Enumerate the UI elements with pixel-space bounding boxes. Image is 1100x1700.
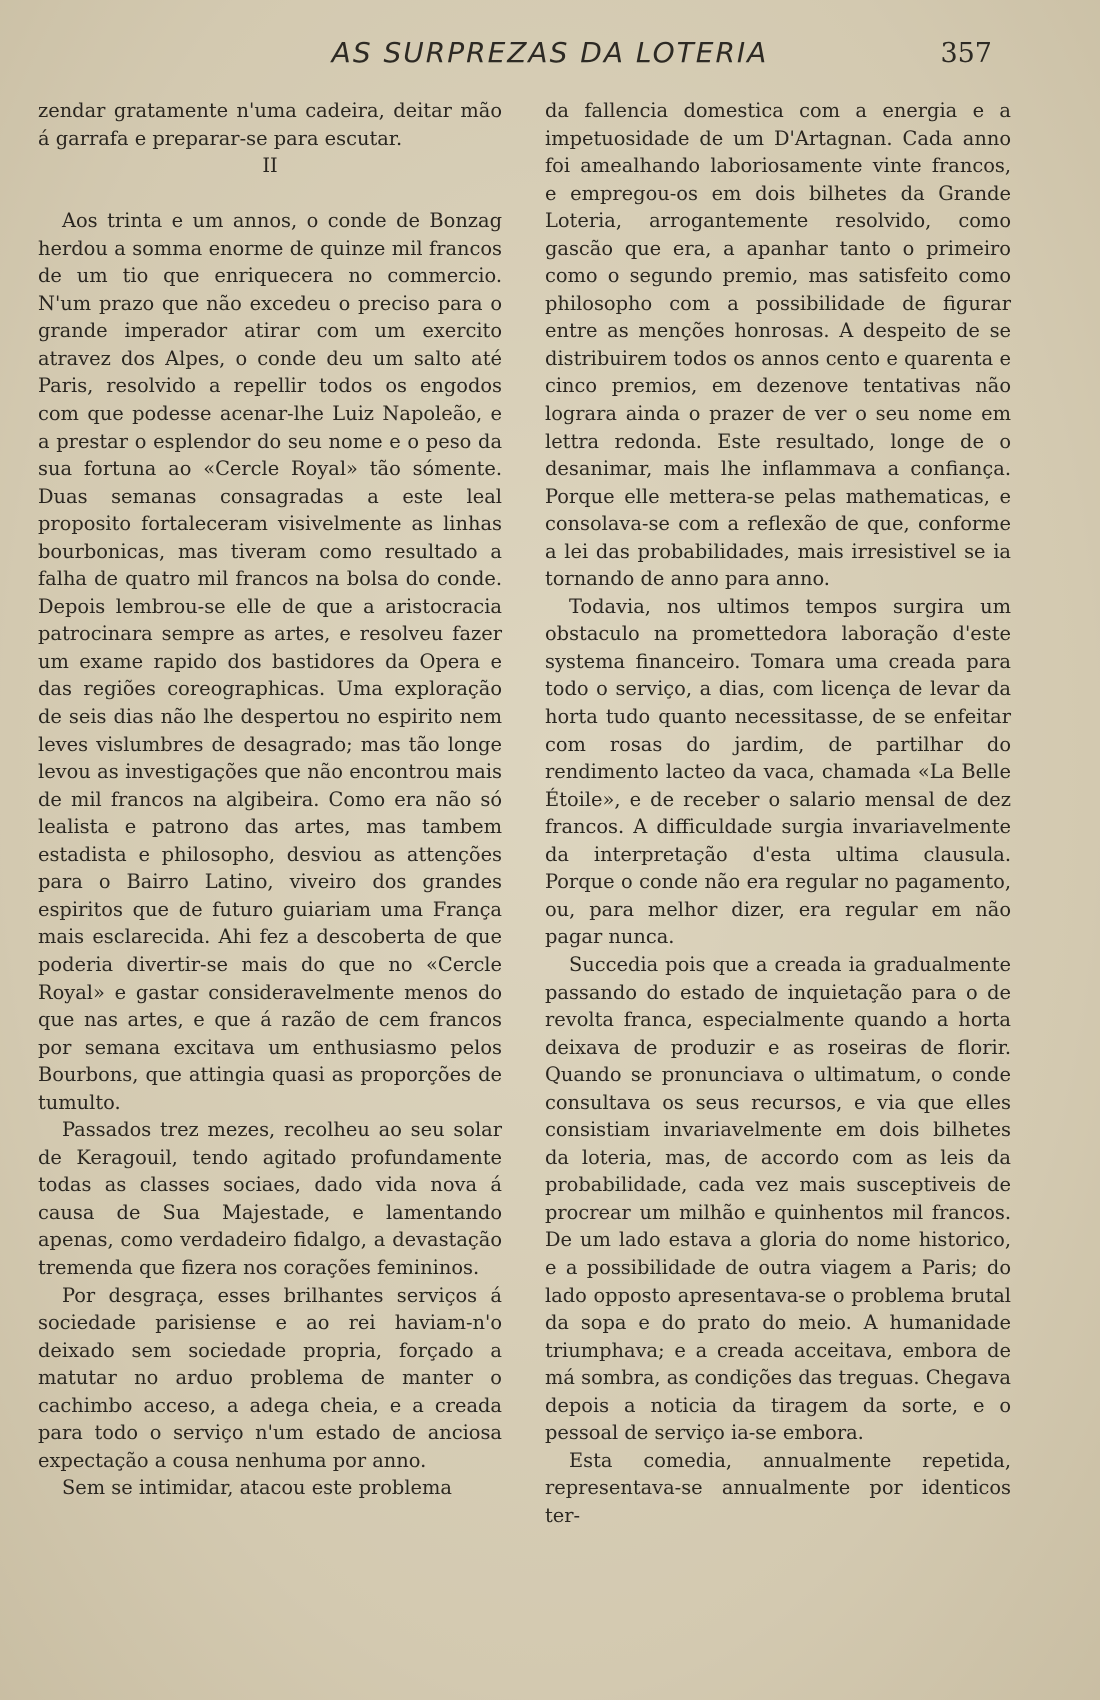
page-header — [0, 36, 1100, 76]
paragraph: Aos trinta e um annos, o conde de Bonzag herdou a somma enorme de quinze mil francos de um tio que enriquecera no commercio. N'um prazo que não excedeu o preciso para o grande imperador atirar com um exercito atravez dos Alpes, o conde deu um salto até Paris, resolvido a repellir todos os engodos com que podesse acenar-lhe Luiz Napoleão, e a prestar o esplendor do seu nome e o peso da sua fortuna ao «Cercle Royal» tão sómente. Duas semanas consagradas a este leal proposito fortaleceram visivelmente as linhas bourbonicas, mas tiveram como resultado a falha de quatro mil francos na bolsa do conde. Depois lembrou-se elle de que a aristocracia patrocinara sempre as artes, e resolveu fazer um exame rapido dos bastidores da Opera e das regiões coreographicas. Uma exploração de seis dias não lhe despertou no espirito nem leves vislumbres de desagrado; mas tão longe levou as investigações que não encontrou mais de mil francos na algibeira. Como era não só lealista e patrono das artes, mas tambem estadista e philosopho, desviou as attenções para o Bairro Latino, viveiro dos grandes espiritos que de futuro guiariam uma França mais esclarecida. Ahi fez a descoberta de que poderia divertir-se mais do que no «Cercle Royal» e gastar consideravelmente menos do que nas artes, e que á razão de cem francos por semana excitava um enthusiasmo pelos Bourbons, que attingia quasi as proporções de tumulto. — [38, 209, 502, 1114]
left-column — [38, 97, 502, 1502]
section-heading: II — [262, 154, 278, 178]
paragraph: Esta comedia, annualmente repetida, representava-se annualmente por identicos ter- — [545, 1448, 1011, 1527]
paragraph: Todavia, nos ultimos tempos surgira um obstaculo na promettedora laboração d'este systema financeiro. Tomara uma creada para todo o serviço, a dias, com licença de levar da horta tudo quanto necessitasse, de se enfeitar com rosas do jardim, de partilhar do rendimento lacteo da vaca, chamada «La Belle Étoile», e de receber o salario mensal de dez francos. A difficuldade surgia invariavelmente da interpretação d'esta ultima clausula. Porque o conde não era regular no pagamento, ou, para melhor dizer, era regular em não pagar nunca. — [545, 594, 1011, 949]
paragraph: Sem se intimidar, atacou este problema — [62, 1476, 452, 1500]
paragraph: Succedia pois que a creada ia gradualmente passando do estado de inquietação para o de revolta franca, especialmente quando a horta deixava de produzir e as roseiras de florir. Quando se pronunciava o ultimatum, o conde consultava os seus recursos, e via que elles consistiam invariavelmente em dois bilhetes da loteria, mas, de accordo com as leis da probabilidade, cada vez mais susceptiveis de procrear um milhão e quinhentos mil francos. De um lado estava a gloria do nome historico, e a possibilidade de outra viagem a Paris; do lado opposto apresentava-se o problema brutal da sopa e do prato do meio. A humanidade triumphava; e a creada acceitava, embora de má sombra, as condições das treguas. Chegava depois a noticia da tiragem da sorte, e o pessoal de serviço ia-se embora. — [545, 952, 1011, 1445]
page-number: 357 — [940, 38, 992, 69]
continuation-paragraph: da fallencia domestica com a energia e a impetuosidade de um D'Artagnan. Cada anno foi amealhando laboriosamente vinte francos, e empregou-os em dois bilhetes da Grande Loteria, arrogantemente resolvido, como gascão que era, a apanhar tanto o primeiro como o segundo premio, mas satisfeito como philosopho com a possibilidade de figurar entre as menções honrosas. A despeito de se distribuirem todos os annos cento e quarenta e cinco premios, em dezenove tentativas não lograra ainda o prazer de ver o seu nome em lettra redonda. Este resultado, longe de o desanimar, mais lhe inflammava a confiança. Porque elle mettera-se pelas mathematicas, e consolava-se com a reflexão de que, conforme a lei das probabilidades, mais irresistivel se ia tornando de anno para anno. — [545, 99, 1011, 591]
paragraph: Passados trez mezes, recolheu ao seu solar de Keragouil, tendo agitado profundamente todas as classes sociaes, dado vida nova á causa de Sua Majestade, e lamentando apenas, como verdadeiro fidalgo, a devastação tremenda que fizera nos corações femininos. — [38, 1118, 502, 1279]
paragraph: Por desgraça, esses brilhantes serviços á sociedade parisiense e ao rei haviam-n'o deixado sem sociedade propria, forçado a matutar no arduo problema de manter o cachimbo acceso, a adega cheia, e a creada para todo o serviço n'um estado de anciosa expectação a cousa nenhuma por anno. — [38, 1283, 502, 1472]
right-column — [545, 97, 1011, 1529]
opening-paragraph: zendar gratamente n'uma cadeira, deitar mão á garrafa e preparar-se para escutar. — [38, 99, 502, 150]
section-gap — [38, 180, 502, 208]
running-title: AS SURPREZAS DA LOTERIA — [331, 36, 769, 69]
